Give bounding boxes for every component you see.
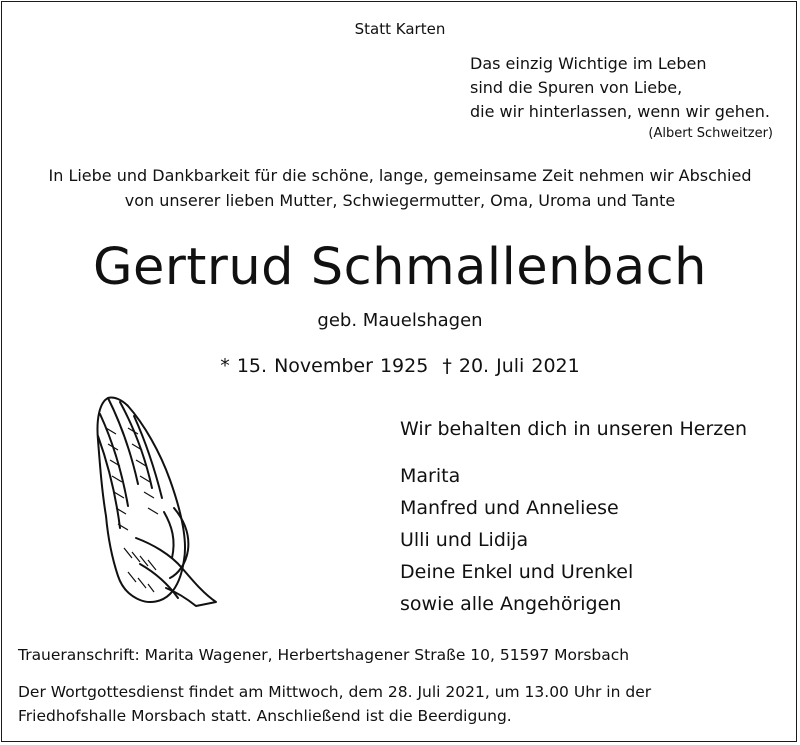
mourning-address: Traueranschrift: Marita Wagener, Herbertshagener Straße 10, 51597 Morsbach <box>18 646 630 664</box>
statt-karten-label: Statt Karten <box>354 20 446 38</box>
life-dates <box>0 355 800 377</box>
family-member: Ulli und Lidija <box>400 529 529 551</box>
born-name: geb. Mauelshagen <box>317 310 483 331</box>
intro-line: von unserer lieben Mutter, Schwiegermutter, Oma, Uroma und Tante <box>124 191 676 210</box>
motto-text: Wir behalten dich in unseren Herzen <box>400 418 747 440</box>
family-member: sowie alle Angehörigen <box>400 593 622 615</box>
intro-line: In Liebe und Dankbarkeit für die schöne, lange, gemeinsame Zeit nehmen wir Abschied <box>48 166 752 185</box>
quote-block <box>470 52 770 124</box>
service-info <box>18 680 651 728</box>
family-list <box>400 460 633 620</box>
family-member: Marita <box>400 465 461 487</box>
quote-line: die wir hinterlassen, wenn wir gehen. <box>470 102 770 121</box>
family-member: Manfred und Anneliese <box>400 497 619 519</box>
family-member: Deine Enkel und Urenkel <box>400 561 634 583</box>
deceased-name: Gertrud Schmallenbach <box>93 238 707 297</box>
quote-source: (Albert Schweitzer) <box>648 126 773 141</box>
service-line: Friedhofshalle Morsbach statt. Anschließend ist die Beerdigung. <box>18 707 512 725</box>
quote-line: sind die Spuren von Liebe, <box>470 78 683 97</box>
quote-line: Das einzig Wichtige im Leben <box>470 54 707 73</box>
service-line: Der Wortgottesdienst findet am Mittwoch, dem 28. Juli 2021, um 13.00 Uhr in der <box>18 683 652 701</box>
praying-hands-icon <box>78 388 223 610</box>
intro-text <box>0 163 800 213</box>
death-date: † 20. Juli 2021 <box>442 355 580 377</box>
birth-date: * 15. November 1925 <box>220 355 429 377</box>
